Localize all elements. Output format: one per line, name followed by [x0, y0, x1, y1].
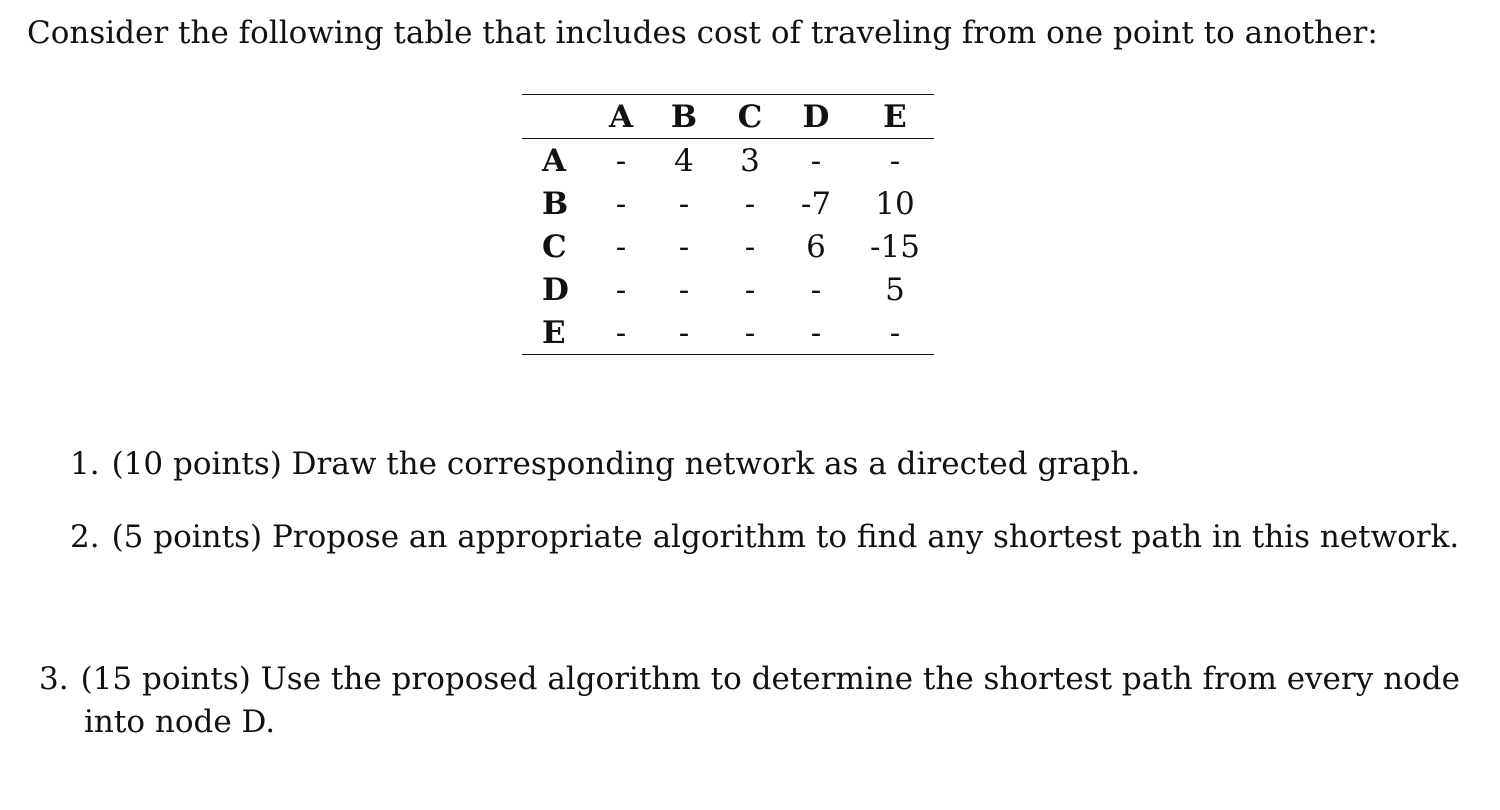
table-row	[522, 225, 934, 268]
table-cell: -	[889, 142, 901, 179]
table-row	[522, 182, 934, 225]
question-text: (5 points) Propose an appropriate algorithm to find any shortest path in this network.	[111, 519, 1460, 555]
table-cell: -	[744, 314, 756, 351]
table-cell: -	[810, 142, 822, 179]
row-header: A	[542, 142, 567, 179]
table-cell: -	[615, 228, 627, 265]
cost-table	[522, 94, 934, 355]
question-3-continuation: into node D.	[84, 704, 276, 740]
table-cell: -	[678, 314, 690, 351]
question-text: (15 points) Use the proposed algorithm to determine the shortest path from every node	[80, 661, 1460, 697]
table-row	[522, 139, 934, 183]
question-text: (10 points) Draw the corresponding network as a directed graph.	[111, 446, 1141, 482]
column-header: C	[737, 98, 763, 135]
table-cell: -	[678, 185, 690, 222]
table-cell: 3	[740, 142, 760, 179]
row-header: D	[542, 271, 569, 308]
question-number: 1.	[70, 446, 100, 482]
row-header: E	[542, 314, 566, 351]
question-3	[39, 658, 1460, 700]
corner-cell	[522, 95, 598, 139]
table-header-row	[522, 95, 934, 139]
table-cell: -	[889, 314, 901, 351]
column-header: E	[883, 98, 907, 135]
table-cell: -7	[800, 185, 832, 222]
row-header: B	[542, 185, 569, 222]
table-cell: 5	[885, 271, 905, 308]
question-number: 3.	[39, 661, 69, 697]
table-cell: -	[744, 228, 756, 265]
question-1	[70, 443, 1140, 485]
column-header: B	[670, 98, 698, 135]
table-cell: -	[615, 314, 627, 351]
question-2	[70, 516, 1459, 558]
column-header: A	[608, 98, 634, 135]
table-cell: -	[810, 314, 822, 351]
table-cell: -	[615, 185, 627, 222]
column-header: D	[802, 98, 830, 135]
table-cell: 6	[806, 228, 826, 265]
table-row	[522, 268, 934, 311]
table-cell: -	[678, 271, 690, 308]
intro-text: Consider the following table that includes cost of traveling from one point to another:	[27, 15, 1378, 51]
table-cell: -	[615, 271, 627, 308]
table-cell: 10	[875, 185, 915, 222]
question-number: 2.	[70, 519, 100, 555]
table-row	[522, 311, 934, 355]
table-cell: -15	[870, 228, 920, 265]
table-cell: 4	[674, 142, 694, 179]
table-cell: -	[744, 185, 756, 222]
table-cell: -	[744, 271, 756, 308]
table-cell: -	[615, 142, 627, 179]
row-header: C	[542, 228, 567, 265]
table-cell: -	[678, 228, 690, 265]
table-cell: -	[810, 271, 822, 308]
